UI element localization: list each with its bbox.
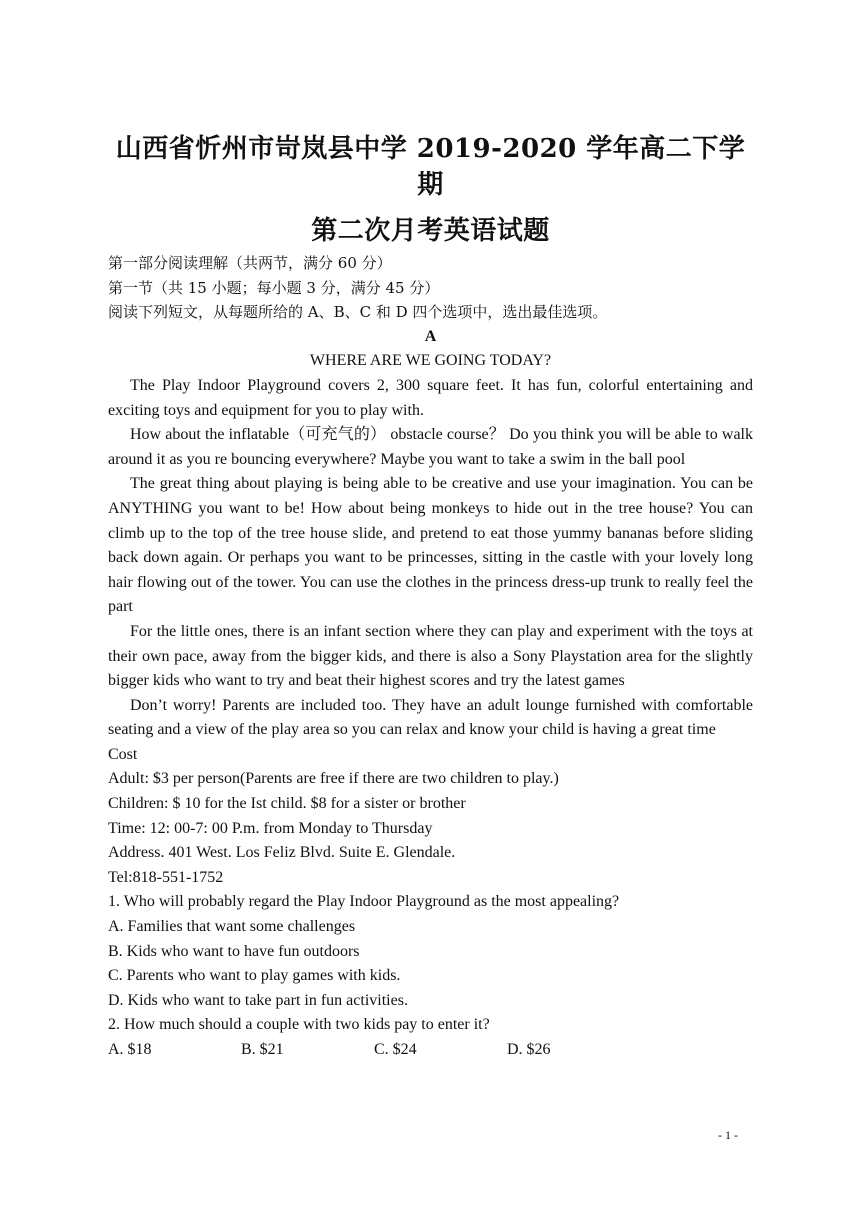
section-heading: 第一节（共 15 小题；每小题 3 分，满分 45 分） — [108, 278, 440, 297]
answer-option: A. $18 — [108, 1041, 152, 1058]
passage-heading: WHERE ARE WE GOING TODAY? — [309, 352, 552, 370]
answer-options-row — [108, 1038, 753, 1063]
passage-paragraph: For the little ones, there is an infant section where they can play and experiment with the toys at their own pace, away from the bigger kids, and there is also a Sony Playstation area for the slightly bigger kids who want to try and beat their highest scores and try the latest games — [108, 622, 753, 690]
cost-label: Cost — [108, 745, 138, 763]
passage-paragraph: How about the inflatable（可充气的） obstacle course？ Do you think you will be able to walk around it as you re bouncing everywhere? Maybe you want to take a swim in the ball pool — [108, 426, 753, 468]
question-stem: 1. Who will probably regard the Play Indoor Playground as the most appealing? — [108, 893, 620, 911]
address: Address. 401 West. Los Feliz Blvd. Suite E. Glendale. — [108, 844, 456, 862]
cost-adult: Adult: $3 per person(Parents are free if there are two children to play.) — [108, 770, 559, 788]
answer-option: C. Parents who want to play games with kids. — [108, 967, 401, 985]
telephone: Tel:818-551-1752 — [108, 868, 224, 886]
opening-time: Time: 12: 00-7: 00 P.m. from Monday to Thursday — [108, 819, 433, 837]
passage-label: A — [424, 327, 437, 345]
document-title-line2: 第二次月考英语试题 — [311, 216, 550, 246]
passage-paragraph: Don’t worry! Parents are included too. They have an adult lounge furnished with comfortable seating and a view of the play area so you can relax and know your child is having a great time — [108, 696, 753, 739]
answer-option: D. Kids who want to take part in fun activities. — [108, 991, 408, 1009]
document-page — [108, 128, 753, 1063]
page-number: - 1 - — [718, 1128, 738, 1142]
answer-option: D. $26 — [507, 1041, 551, 1058]
part-heading: 第一部分阅读理解（共两节，满分 60 分） — [108, 254, 392, 272]
answer-option: C. $24 — [374, 1041, 417, 1058]
question-stem: 2. How much should a couple with two kids pay to enter it? — [108, 1016, 490, 1034]
answer-option: B. Kids who want to have fun outdoors — [108, 942, 360, 960]
passage-paragraph: The Play Indoor Playground covers 2, 300 square feet. It has fun, colorful entertaining and exciting toys and equipment for you to play with. — [108, 376, 753, 419]
passage-paragraph: The great thing about playing is being able to be creative and use your imagination. You can be ANYTHING you want to be! How about being monkeys to hide out in the tree house? You can climb up to the top of the tree house slide, and pretend to eat those yummy bananas before sliding back down again. Or perhaps you want to be princesses, sitting in the castle with your lovely long hair flowing out of the tower. You can use the clothes in the princess dress-up trunk to really feel the part — [108, 475, 753, 616]
directions: 阅读下列短文，从每题所给的 A、B、C 和 D 四个选项中，选出最佳选项。 — [108, 303, 608, 322]
cost-children: Children: $ 10 for the Ist child. $8 for a sister or brother — [108, 795, 466, 813]
document-title-line1: 山西省忻州市岢岚县中学 2019-2020 学年高二下学期 — [115, 134, 746, 200]
answer-option: B. $21 — [241, 1041, 284, 1058]
answer-option: A. Families that want some challenges — [108, 918, 356, 936]
